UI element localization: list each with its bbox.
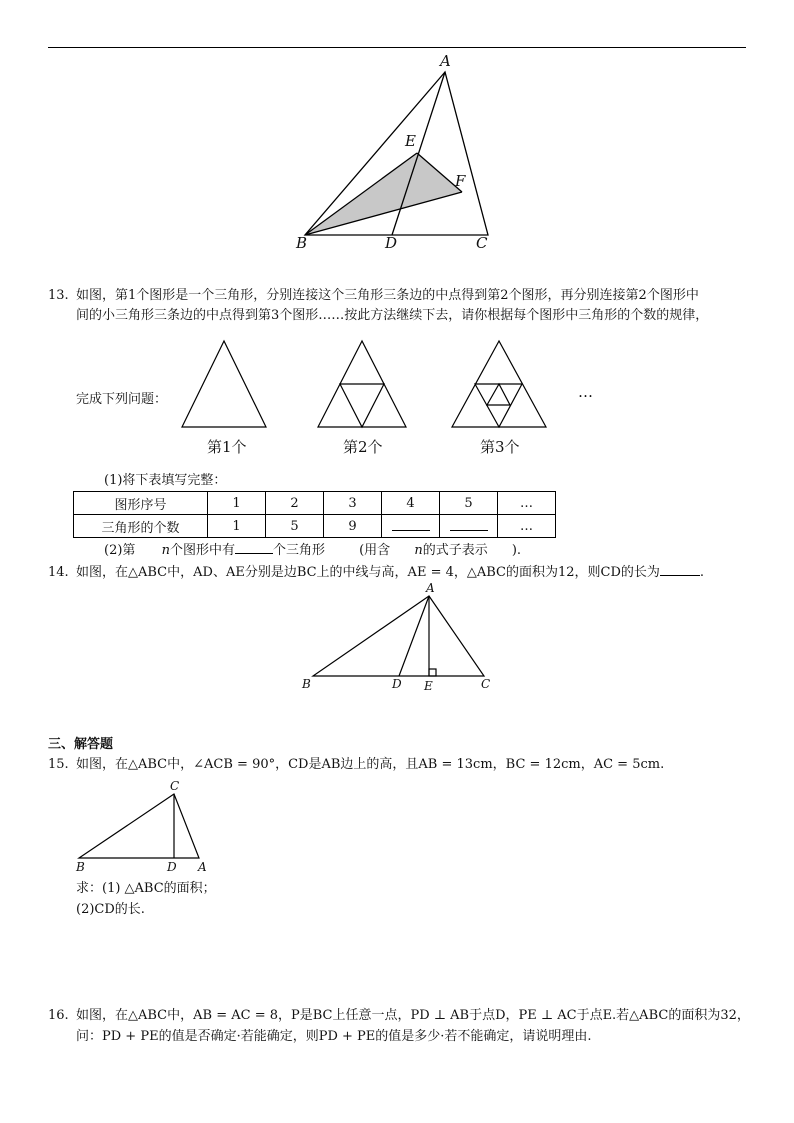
q14-label-b: B [302, 677, 311, 691]
q15-ask1: 求：(1) △ABC的面积； [76, 881, 216, 896]
label-f: F [455, 172, 466, 190]
q14-label-e: E [424, 679, 433, 693]
part2-f: 的式子表示 [422, 543, 488, 558]
q15-label-b: B [76, 860, 85, 874]
q14-label-c: C [481, 677, 491, 691]
caption-2: 第2个 [343, 438, 383, 456]
q14-label-a: A [426, 581, 435, 595]
label-d: D [385, 234, 398, 252]
q15-text: 如图，在△ABC中，∠ACB = 90°，CD是AB边上的高，且AB = 13cm，BC = 12cm，AC = 5cm. [76, 757, 665, 772]
part2-d: (用含 [359, 543, 391, 558]
caption-1: 第1个 [207, 438, 247, 456]
pattern-ellipsis: … [578, 383, 593, 401]
q13-number: 13. [48, 288, 69, 303]
q16-line1: 如图，在△ABC中，AB = AC = 8，P是BC上任意一点，PD ⊥ AB于点D，PE ⊥ AC于点E.若△ABC的面积为32， [76, 1008, 750, 1023]
label-e: E [405, 132, 416, 150]
q13-line1: 如图，第1个图形是一个三角形，分别连接这个三角形三条边的中点得到第2个图形，再分别连接第2个图形中 [76, 288, 699, 303]
part2-e: n [414, 543, 423, 558]
section-heading: 三、解答题 [48, 737, 114, 752]
q14-text: 如图，在△ABC中，AD、AE分别是边BC上的中线与高，AE = 4，△ABC的面积为12，则CD的长为 [76, 565, 660, 580]
part2-c: 个三角形 [272, 543, 325, 558]
q15-label-a: A [198, 860, 207, 874]
table-cell: 2 [266, 492, 324, 515]
row2-header: 三角形的个数 [74, 515, 208, 538]
q13-line2: 间的小三角形三条边的中点得到第3个图形……按此方法继续下去，请你根据每个图形中三角形的个数的规律， [76, 308, 709, 323]
table-cell: 1 [208, 515, 266, 538]
q16-number: 16. [48, 1008, 69, 1023]
table-cell: 5 [266, 515, 324, 538]
table-cell: 1 [208, 492, 266, 515]
triangle-abc-q15 [79, 794, 199, 858]
label-b: B [296, 234, 308, 252]
q13-line3: 完成下列问题： [76, 392, 168, 407]
table-cell: 3 [324, 492, 382, 515]
table-cell: 4 [382, 492, 440, 515]
q13-part1: (1)将下表填写完整： [104, 473, 227, 488]
q14-label-d: D [392, 677, 402, 691]
label-c: C [476, 234, 488, 252]
part2-n: n [161, 543, 170, 558]
table-cell: 5 [440, 492, 498, 515]
q14-end: . [699, 565, 705, 580]
q15-label-c: C [170, 779, 180, 793]
table-cell: 9 [324, 515, 382, 538]
table-cell: … [498, 515, 556, 538]
caption-3: 第3个 [480, 438, 520, 456]
q16-line2: 问：PD + PE的值是否确定·若能确定，则PD + PE的值是多少·若不能确定，请说明理由. [76, 1029, 592, 1044]
row1-header: 图形序号 [74, 492, 208, 515]
q15-ask2: (2)CD的长. [76, 902, 145, 917]
part2-g: ). [511, 543, 522, 558]
q15-number: 15. [48, 757, 69, 772]
part2-a: (2)第 [104, 543, 136, 558]
q15-label-d: D [167, 860, 177, 874]
q14-number: 14. [48, 565, 69, 580]
table-cell: … [498, 492, 556, 515]
part2-b: 个图形中有 [169, 543, 235, 558]
label-a: A [440, 52, 451, 70]
